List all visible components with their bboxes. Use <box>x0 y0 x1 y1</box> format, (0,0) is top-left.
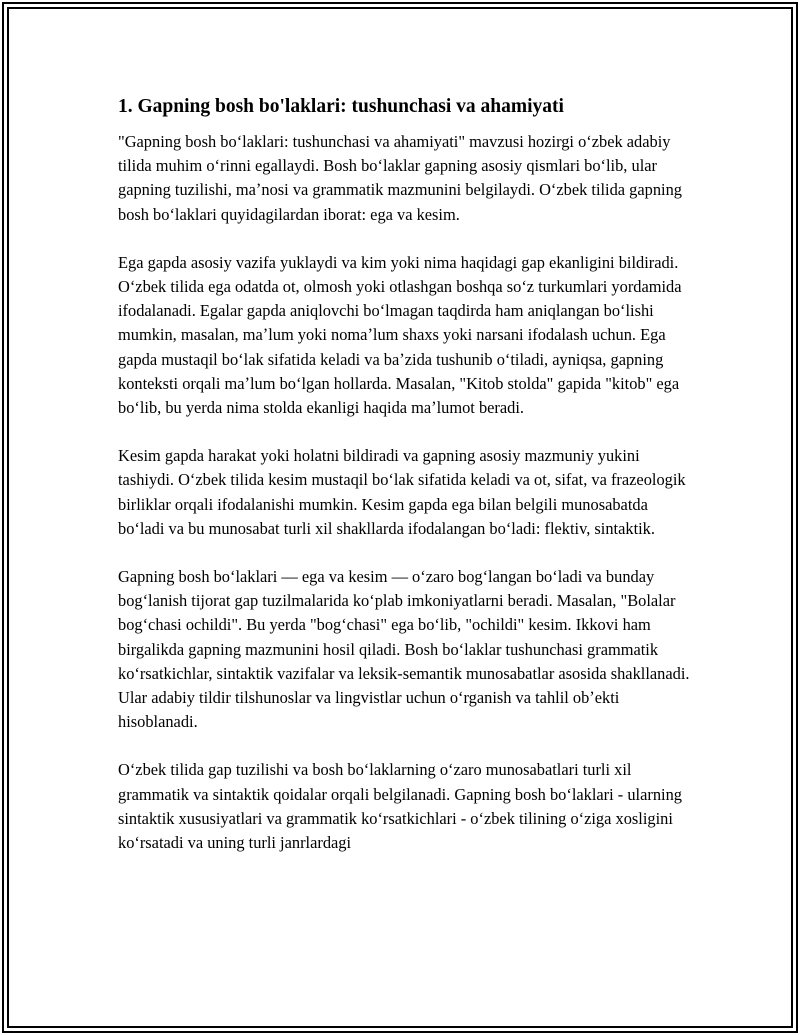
paragraph-relationship: Gapning bosh boʻlaklari — ega va kesim — oʻzaro bogʻlangan boʻladi va bunday bogʻlanish tijorat gap tuzilmalarida koʻplab imkoniyatlarni beradi. Masalan, "Bolalar bogʻchasi ochildi". Bu yerda "bogʻchasi" ega boʻlib, "ochildi" kesim. Ikkovi ham birgalikda gapning mazmunini hosil qiladi. Bosh boʻlaklar tushunchasi grammatik koʻrsatkichlar, sintaktik vazifalar va leksik-semantik munosabatlar asosida shakllanadi. Ular adabiy tildir tilshunoslar va lingvistlar uchun oʻrganish va tahlil obʼekti hisoblanadi. <box>118 567 690 732</box>
paragraph-structure: Oʻzbek tilida gap tuzilishi va bosh boʻlaklarning oʻzaro munosabatlari turli xil grammatik va sintaktik qoidalar orqali belgilanadi. Gapning bosh boʻlaklari - ularning sintaktik xususiyatlari va grammatik koʻrsatkichlari - oʻzbek tilining oʻziga xosligini koʻrsatadi va uning turli janrlardagi <box>118 760 682 853</box>
document-body <box>118 94 690 879</box>
section-heading: 1. Gapning bosh bo'laklari: tushunchasi va ahamiyati <box>118 96 564 117</box>
paragraph-intro: "Gapning bosh boʻlaklari: tushunchasi va ahamiyati" mavzusi hozirgi oʻzbek adabiy tilida muhim oʻrinni egallaydi. Bosh boʻlaklar gapning asosiy qismlari boʻlib, ular gapning tuzilishi, maʼnosi va grammatik mazmunini belgilaydi. Oʻzbek tilida gapning bosh boʻlaklari quyidagilardan iborat: ega va kesim. <box>118 132 682 224</box>
paragraph-kesim: Kesim gapda harakat yoki holatni bildiradi va gapning asosiy mazmuniy yukini tashiydi. Oʻzbek tilida kesim mustaqil boʻlak sifatida keladi va ot, sifat, va frazeologik birliklar orqali ifodalanishi mumkin. Kesim gapda ega bilan belgili munosabatda boʻladi va bu munosabat turli xil shakllarda ifodalangan boʻladi: flektiv, sintaktik. <box>118 446 686 538</box>
paragraph-ega: Ega gapda asosiy vazifa yuklaydi va kim yoki nima haqidagi gap ekanligini bildiradi. Oʻzbek tilida ega odatda ot, olmosh yoki otlashgan boshqa soʻz turkumlari yordamida ifodalanadi. Egalar gapda aniqlovchi boʻlmagan taqdirda ham aniqlangan boʻlishi mumkin, masalan, maʼlum yoki nomaʼlum shaxs yoki narsani ifodalash uchun. Ega gapda mustaqil boʻlak sifatida keladi va baʼzida tushunib oʻtiladi, ayniqsa, gapning konteksti orqali maʼlum boʻlgan hollarda. Masalan, "Kitob stolda" gapida "kitob" ega boʻlib, bu yerda nima stolda ekanligi haqida maʼlumot beradi. <box>118 252 682 418</box>
